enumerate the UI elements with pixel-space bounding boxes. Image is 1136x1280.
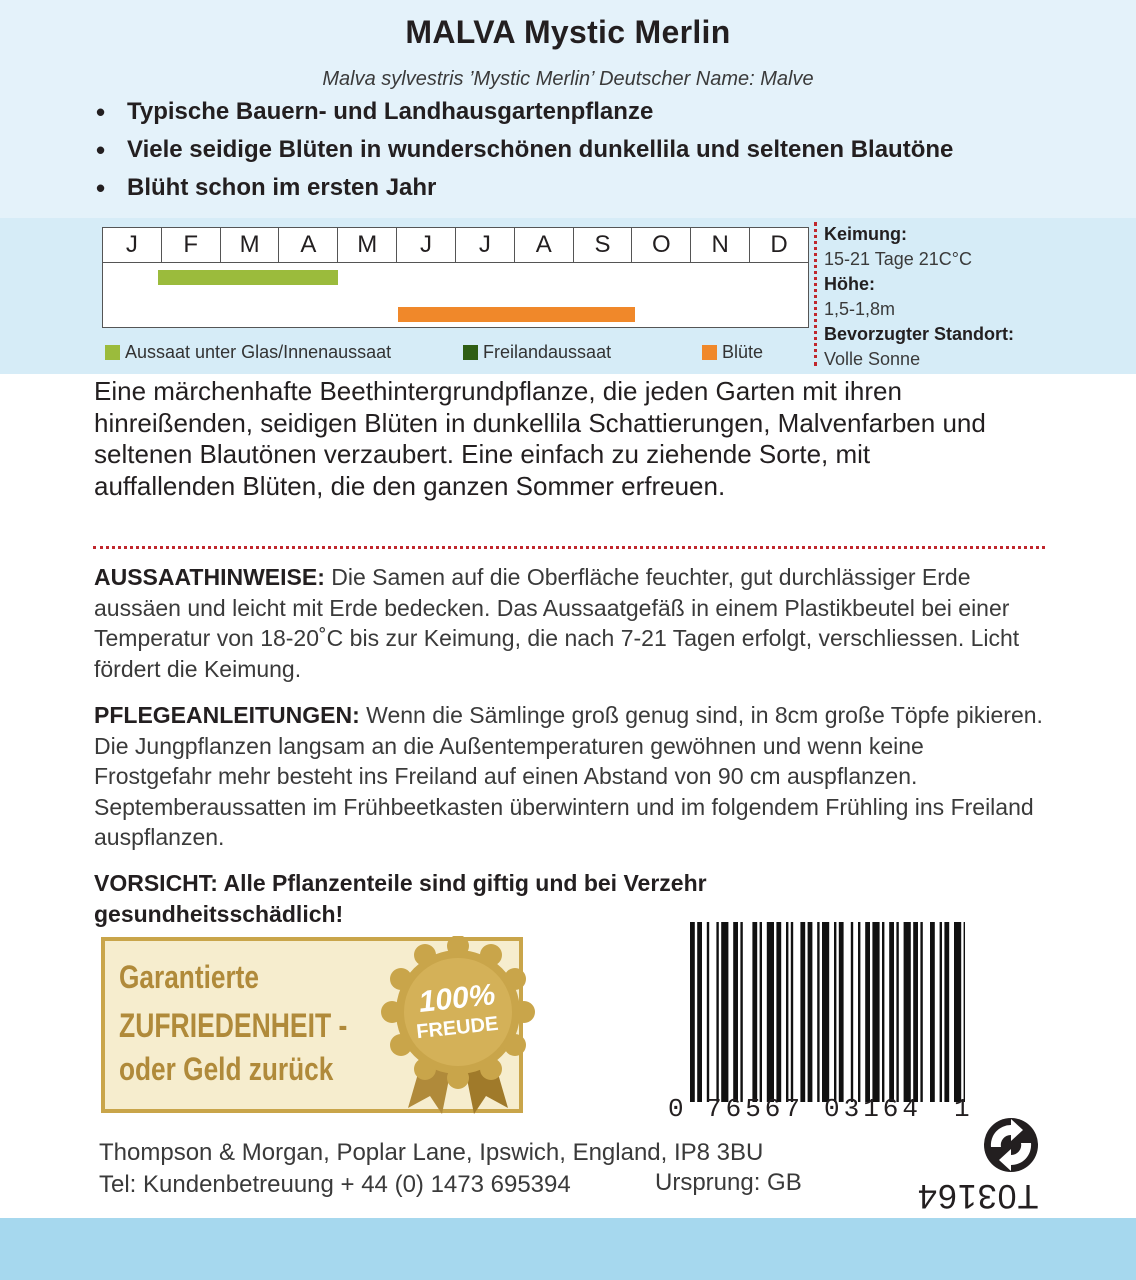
barcode-bar bbox=[817, 922, 819, 1102]
product-code: T03164 bbox=[917, 1177, 1039, 1215]
warning: VORSICHT: Alle Pflanzenteile sind giftig und bei Verzehr gesundheitsschädlich! bbox=[94, 870, 707, 927]
legend-swatch bbox=[463, 345, 478, 360]
barcode-bar bbox=[872, 922, 879, 1102]
footer-bar bbox=[0, 1218, 1136, 1280]
location-value: Volle Sonne bbox=[824, 349, 921, 369]
barcode-bar bbox=[721, 922, 728, 1102]
address-line: Thompson & Morgan, Poplar Lane, Ipswich, England, IP8 3BU bbox=[99, 1139, 764, 1166]
page-title: MALVA Mystic Merlin bbox=[405, 14, 731, 50]
germination-value: 15-21 Tage 21C°C bbox=[824, 249, 972, 269]
barcode-bar bbox=[920, 922, 922, 1102]
legend-label: Blüte bbox=[722, 342, 764, 362]
sowing-instructions bbox=[94, 562, 1044, 684]
barcode-bar bbox=[858, 922, 860, 1102]
barcode-bar bbox=[800, 922, 805, 1102]
month-label: A bbox=[279, 228, 338, 262]
guarantee-line: oder Geld zurück bbox=[119, 1051, 334, 1087]
care-text: Wenn die Sämlinge groß genug sind, in 8cm große Töpfe pikieren. Die Jungpflanzen langsam an die Außentemperaturen gewöhnen und wenn keine Frostgefahr mehr besteht ins Freiland auf einen Abstand von 90 cm auspflanzen. Septemberaussatten im Frühbeetkasten überwintern und im folgendem Frühling ins Freiland auspflanzen. bbox=[94, 702, 1043, 850]
legend-indoor-sowing bbox=[105, 342, 391, 363]
barcode-bar bbox=[690, 922, 695, 1102]
sowing-calendar bbox=[102, 227, 809, 328]
description: Eine märchenhafte Beethintergrundpflanze, die jeden Garten mit ihren hinreißenden, seidigen Blüten in dunkellila Schattierungen, Malvenfarben und seltenen Blautönen verzaubert. Eine einfach zu ziehende Sorte, mit auffallenden Blüten, die den ganzen Sommer erfreuen. bbox=[94, 376, 986, 501]
legend-outdoor-sowing bbox=[463, 342, 611, 363]
barcode-bar bbox=[940, 922, 942, 1102]
barcode-bar bbox=[808, 922, 813, 1102]
legend-label: Freilandaussaat bbox=[483, 342, 612, 362]
barcode-bar bbox=[822, 922, 829, 1102]
month-label: J bbox=[397, 228, 456, 262]
rosette-seal-icon bbox=[378, 936, 538, 1116]
barcode-digits bbox=[668, 1094, 978, 1124]
barcode-left-group: 76567 bbox=[706, 1094, 805, 1124]
care-heading: PFLEGEANLEITUNGEN: bbox=[94, 702, 360, 728]
month-label: N bbox=[691, 228, 750, 262]
month-label: J bbox=[456, 228, 515, 262]
growing-info bbox=[824, 222, 1014, 372]
month-label: M bbox=[338, 228, 397, 262]
seal-percent: 100% bbox=[417, 978, 497, 1019]
barcode-bar bbox=[839, 922, 844, 1102]
origin: Ursprung: GB bbox=[655, 1169, 802, 1196]
barcode-bar bbox=[760, 922, 762, 1102]
barcode-bar bbox=[786, 922, 788, 1102]
barcode-check-digit: 1 bbox=[954, 1094, 970, 1124]
barcode-bar bbox=[865, 922, 870, 1102]
barcode-bar bbox=[851, 922, 853, 1102]
month-label: D bbox=[770, 231, 788, 258]
barcode-bar bbox=[913, 922, 918, 1102]
barcode-bar bbox=[964, 922, 965, 1102]
barcode-bar bbox=[896, 922, 898, 1102]
green-dot-recycling-icon bbox=[983, 1117, 1039, 1173]
barcode-bar bbox=[930, 922, 935, 1102]
feature-item: • Typische Bauern- und Landhausgartenpflanze bbox=[94, 96, 953, 134]
month-label: O bbox=[632, 228, 691, 262]
height-value: 1,5-1,8m bbox=[824, 299, 896, 319]
barcode-bar bbox=[882, 922, 884, 1102]
info-divider bbox=[814, 222, 817, 366]
month-label: S bbox=[574, 228, 633, 262]
barcode-bar bbox=[716, 922, 718, 1102]
legend-swatch bbox=[702, 345, 717, 360]
month-label: M bbox=[221, 228, 280, 262]
barcode-bar bbox=[889, 922, 894, 1102]
barcode-bar bbox=[733, 922, 738, 1102]
barcode-bar bbox=[767, 922, 774, 1102]
barcode-bar bbox=[740, 922, 742, 1102]
botanical-name: Malva sylvestris ’Mystic Merlin’ Deutscher Name: Malve bbox=[322, 68, 814, 90]
barcode-bar bbox=[791, 922, 793, 1102]
guarantee-line: ZUFRIEDENHEIT - bbox=[119, 1007, 348, 1045]
barcode-right-group: 03164 bbox=[824, 1094, 923, 1124]
legend-swatch bbox=[105, 345, 120, 360]
month-label: A bbox=[515, 228, 574, 262]
month-label: J bbox=[103, 228, 162, 262]
barcode-bar bbox=[707, 922, 709, 1102]
barcode-bar bbox=[834, 922, 836, 1102]
barcode-bar bbox=[697, 922, 702, 1102]
legend-label: Aussaat unter Glas/Innenaussaat bbox=[125, 342, 392, 362]
bloom-bar bbox=[398, 307, 635, 322]
barcode-bar bbox=[904, 922, 911, 1102]
month-label: F bbox=[162, 228, 221, 262]
sowing-text: Die Samen auf die Oberfläche feuchter, gut durchlässiger Erde aussäen und leicht mit Erde bedecken. Das Aussaatgefäß in einem Plastikbeutel bei einer Temperatur von 18-20˚C bis zur Keimung, die nach 7-21 Tagen erfolgt, verschliessen. Licht fördert die Keimung. bbox=[94, 564, 1020, 682]
feature-item: • Blüht schon im ersten Jahr bbox=[94, 172, 953, 210]
legend-bloom bbox=[702, 342, 763, 363]
location-label: Bevorzugter Standort: bbox=[824, 324, 1015, 344]
barcode-bar bbox=[776, 922, 781, 1102]
phone-line: Tel: Kundenbetreuung + 44 (0) 1473 695394 bbox=[99, 1171, 571, 1198]
barcode-icon bbox=[690, 922, 965, 1102]
section-divider bbox=[93, 546, 1045, 549]
germination-label: Keimung: bbox=[824, 224, 907, 244]
barcode-bar bbox=[954, 922, 961, 1102]
barcode-bar bbox=[944, 922, 949, 1102]
care-instructions bbox=[94, 700, 1044, 853]
feature-item: • Viele seidige Blüten in wunderschönen dunkellila und seltenen Blautöne bbox=[94, 134, 953, 172]
month-row bbox=[103, 228, 808, 263]
barcode-bar bbox=[752, 922, 757, 1102]
height-label: Höhe: bbox=[824, 274, 875, 294]
feature-list bbox=[94, 96, 953, 210]
seal-word: FREUDE bbox=[415, 1012, 500, 1044]
sowing-heading: AUSSAATHINWEISE: bbox=[94, 564, 325, 590]
indoor-sowing-bar bbox=[158, 270, 338, 285]
barcode-first-digit: 0 bbox=[668, 1094, 684, 1124]
guarantee-line: Garantierte bbox=[119, 959, 260, 995]
